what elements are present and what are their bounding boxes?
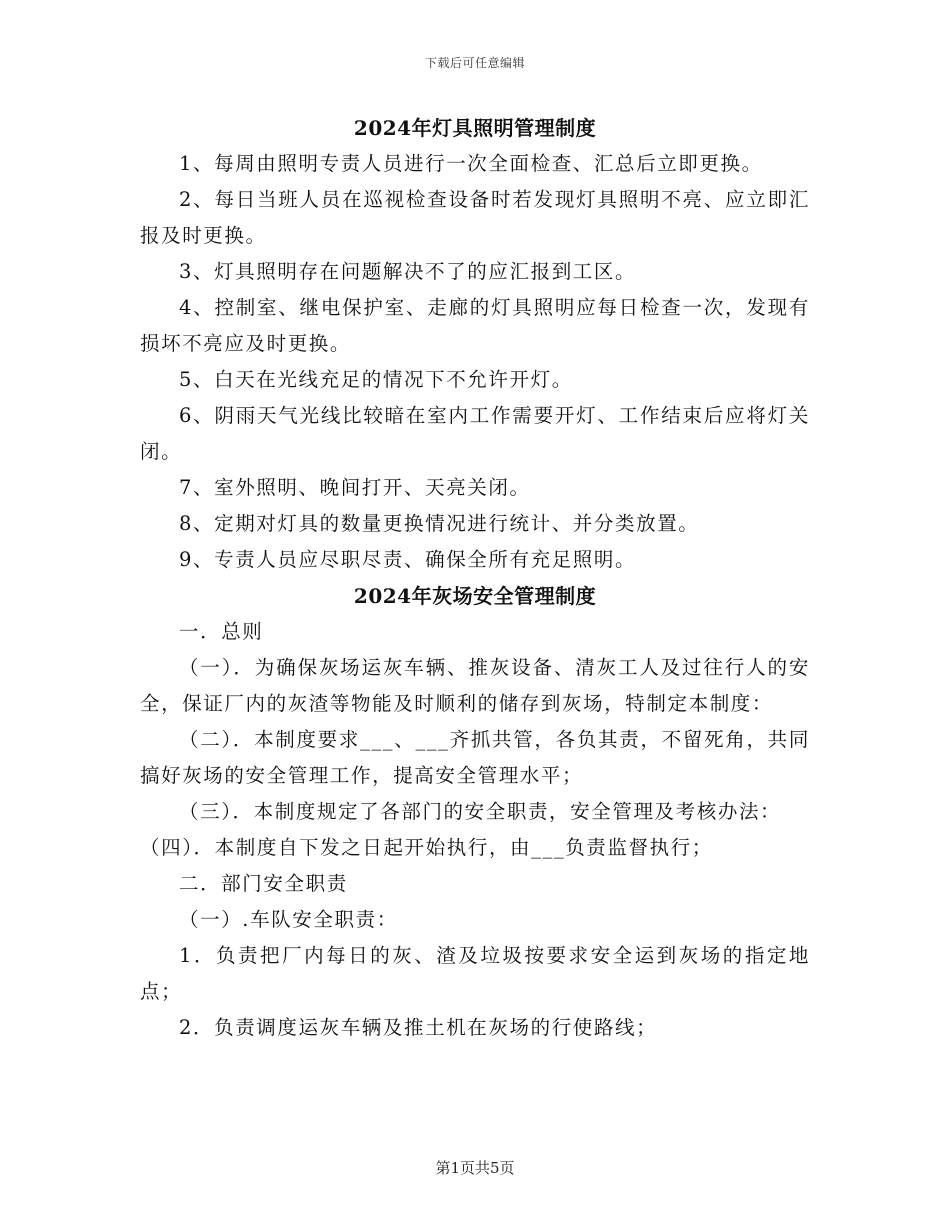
paragraph: 7、室外照明、晚间打开、天亮关闭。: [179, 476, 531, 499]
paragraph: （一）.车队安全职责：: [179, 908, 398, 931]
paragraph: （一）．为确保灰场运灰车辆、推灰设备、清灰工人及过往行人的安全，保证厂内的灰渣等物能及时顺利的储存到灰场，特制定本制度：: [140, 656, 810, 715]
paragraph: 1．负责把厂内每日的灰、渣及垃圾按要求安全运到灰场的指定地点；: [140, 944, 810, 1003]
header-note: 下载后可任意编辑: [424, 56, 525, 70]
paragraph: （四）．本制度自下发之日起开始执行，由___负责监督执行；: [140, 836, 713, 859]
paragraph: 3、灯具照明存在问题解决不了的应汇报到工区。: [179, 260, 637, 283]
paragraph: 二．部门安全职责: [179, 872, 348, 895]
page-number: 第1页共5页: [435, 1159, 515, 1177]
paragraph: （二）．本制度要求___、___齐抓共管，各负其责，不留死角，共同搞好灰场的安全管理工作，提高安全管理水平；: [140, 728, 810, 787]
paragraph: 2、每日当班人员在巡视检查设备时若发现灯具照明不亮、应立即汇报及时更换。: [140, 188, 810, 247]
paragraph: 4、控制室、继电保护室、走廊的灯具照明应每日检查一次，发现有损坏不亮应及时更换。: [140, 296, 810, 355]
paragraph: 2．负责调度运灰车辆及推土机在灰场的行使路线；: [179, 1016, 658, 1039]
section-title-lighting: 2024年灯具照明管理制度: [353, 116, 597, 140]
paragraph: 1、每周由照明专责人员进行一次全面检查、汇总后立即更换。: [179, 152, 763, 175]
paragraph: 5、白天在光线充足的情况下不允许开灯。: [179, 368, 573, 391]
section-title-ash-yard: 2024年灰场安全管理制度: [353, 584, 597, 608]
paragraph: 一．总则: [179, 620, 264, 643]
paragraph: （三）．本制度规定了各部门的安全职责，安全管理及考核办法：: [179, 800, 782, 823]
paragraph: 8、定期对灯具的数量更换情况进行统计、并分类放置。: [179, 512, 700, 535]
paragraph: 9、专责人员应尽职尽责、确保全所有充足照明。: [179, 548, 637, 571]
paragraph: 6、阴雨天气光线比较暗在室内工作需要开灯、工作结束后应将灯关闭。: [140, 404, 810, 463]
document-body: [140, 110, 810, 1046]
